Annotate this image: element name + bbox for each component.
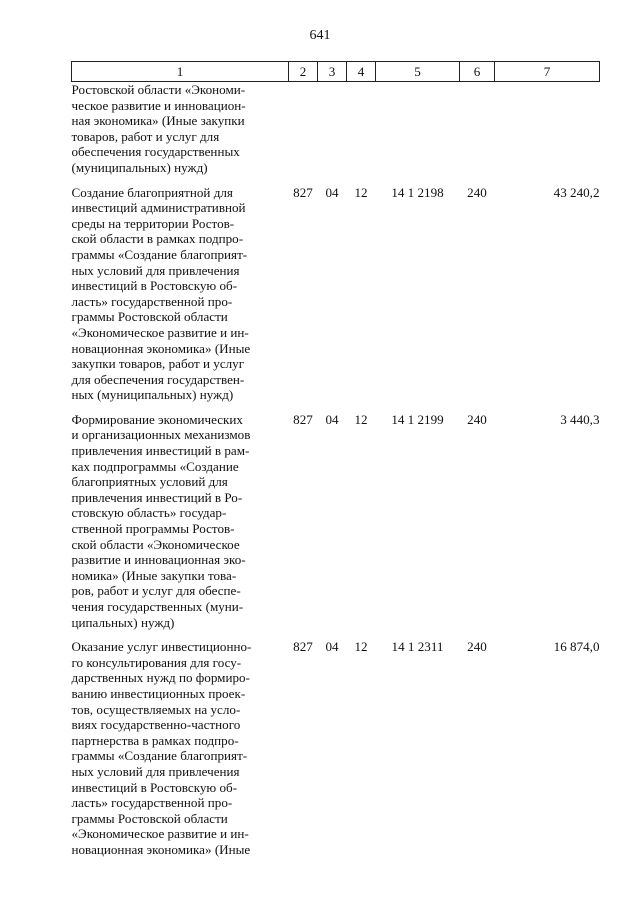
row-amount: 3 440,3 bbox=[560, 411, 600, 427]
header-col-7: 7 bbox=[495, 62, 600, 82]
header-col-4: 4 bbox=[347, 62, 376, 82]
row-target-article: 14 1 2311 bbox=[391, 639, 444, 655]
table-row bbox=[72, 403, 600, 630]
row-subsection-code bbox=[347, 82, 376, 176]
row-expense-type: 240 bbox=[467, 639, 487, 655]
row-target-article bbox=[376, 82, 460, 176]
row-section-code: 04 bbox=[325, 411, 339, 427]
row-expense-type bbox=[460, 82, 495, 176]
row-description: Ростовской области «Экономи- ческое развитие и инновацион- ная экономика» (Иные закупки товаров, работ и услуг для обеспечения государственных (муниципальных) нужд) bbox=[71, 82, 246, 175]
page-number: 641 bbox=[309, 28, 331, 43]
table-row bbox=[72, 630, 600, 857]
row-expense-type: 240 bbox=[467, 411, 487, 427]
row-ministry-code: 827 bbox=[293, 411, 313, 427]
row-subsection-code: 12 bbox=[354, 639, 368, 655]
row-section-code: 04 bbox=[325, 639, 339, 655]
table-row bbox=[72, 176, 600, 403]
header-col-6: 6 bbox=[460, 62, 495, 82]
row-expense-type: 240 bbox=[467, 184, 487, 200]
table-row bbox=[72, 82, 600, 176]
row-section-code: 04 bbox=[325, 184, 339, 200]
row-section-code bbox=[318, 82, 347, 176]
row-description: Создание благоприятной для инвестиций административной среды на территории Ростов- ской области в рамках подпро- граммы «Создание благоприят- ных условий для привлечения инвестиций в Ростовскую об- ласть» государственной про- граммы Ростовской области «Экономическое развитие и ин- новационная экономика» (Иные закупки товаров, работ и услуг для обеспечения государствен- ных (муниципальных) нужд) bbox=[71, 184, 251, 403]
row-subsection-code: 12 bbox=[354, 411, 368, 427]
row-subsection-code: 12 bbox=[354, 184, 368, 200]
budget-table bbox=[71, 61, 600, 858]
row-target-article: 14 1 2199 bbox=[391, 411, 444, 427]
row-description: Формирование экономических и организационных механизмов привлечения инвестиций в рам- ках подпрограммы «Создание благоприятных условий для привлечения инвестиций в Ро- стовскую область» государ- ственной программы Ростов- ской области «Экономическое развитие и инновационная эко- номика» (Иные закупки това- ров, работ и услуг для обеспе- чения государственных (муни- ципальных) нужд) bbox=[71, 411, 251, 630]
row-ministry-code: 827 bbox=[293, 639, 313, 655]
row-amount: 16 874,0 bbox=[553, 639, 600, 655]
table-header-row bbox=[72, 62, 600, 82]
row-amount bbox=[495, 82, 600, 176]
row-target-article: 14 1 2198 bbox=[391, 184, 444, 200]
header-col-5: 5 bbox=[376, 62, 460, 82]
header-col-3: 3 bbox=[318, 62, 347, 82]
row-amount: 43 240,2 bbox=[553, 184, 600, 200]
header-col-2: 2 bbox=[289, 62, 318, 82]
row-ministry-code: 827 bbox=[293, 184, 313, 200]
header-col-1: 1 bbox=[72, 62, 289, 82]
row-description: Оказание услуг инвестиционно- го консультирования для госу- дарственных нужд по формиро- ванию инвестиционных проек- тов, осуществляемых на усло- виях государственно-частного партнерства в рамках подпро- граммы «Создание благоприят- ных условий для привлечения инвестиций в Ростовскую об- ласть» государственной про- граммы Ростовской области «Экономическое развитие и ин- новационная экономика» (Иные bbox=[71, 639, 252, 857]
row-ministry-code bbox=[289, 82, 318, 176]
